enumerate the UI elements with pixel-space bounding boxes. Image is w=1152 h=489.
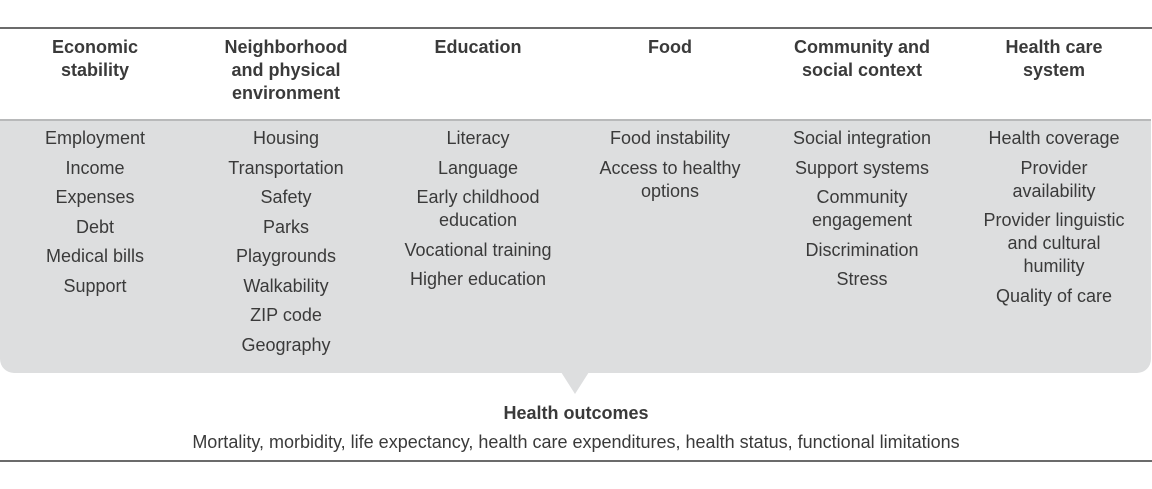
header-label: Community and social context <box>793 37 930 80</box>
column-headers <box>0 36 1152 105</box>
column-economic-stability <box>0 127 190 363</box>
list-item: Vocational training <box>404 239 552 260</box>
item-list <box>382 127 574 291</box>
list-item: Debt <box>75 216 115 237</box>
list-item: Safety <box>260 187 312 207</box>
list-item: Walkability <box>243 275 329 296</box>
list-item: Support <box>63 275 127 296</box>
item-list <box>0 127 190 298</box>
list-item: Language <box>437 157 519 178</box>
list-item: Health coverage <box>988 128 1120 148</box>
column-community <box>766 127 958 363</box>
header-economic-stability <box>0 36 190 105</box>
panel-pointer <box>561 372 589 394</box>
list-item: Parks <box>262 216 309 237</box>
header-label: Education <box>434 37 522 57</box>
header-health-care <box>958 36 1150 105</box>
list-item: Transportation <box>228 157 344 178</box>
list-item: Geography <box>241 334 331 355</box>
item-list <box>958 127 1150 308</box>
top-rule <box>0 27 1152 29</box>
item-list <box>574 127 766 203</box>
list-item: Higher education <box>409 269 547 289</box>
list-item: ZIP code <box>250 305 322 325</box>
header-neighborhood <box>190 36 382 105</box>
determinant-items <box>0 127 1152 363</box>
list-item: Early childhood education <box>416 187 540 230</box>
list-item: Literacy <box>446 128 510 148</box>
list-item: Stress <box>836 269 888 289</box>
bottom-rule <box>0 460 1152 462</box>
list-item: Community engagement <box>811 187 913 230</box>
header-food <box>574 36 766 105</box>
list-item: Food instability <box>609 128 731 148</box>
list-item: Quality of care <box>995 285 1113 306</box>
list-item: Employment <box>44 128 146 148</box>
column-food <box>574 127 766 363</box>
list-item: Discrimination <box>805 239 919 260</box>
column-neighborhood <box>190 127 382 363</box>
outcomes-title: Health outcomes <box>503 403 649 423</box>
header-label: Neighborhood and physical environment <box>224 37 348 103</box>
list-item: Provider availability <box>1012 157 1096 201</box>
list-item: Income <box>65 157 125 178</box>
item-list <box>766 127 958 291</box>
header-label: Food <box>648 37 692 57</box>
list-item: Housing <box>252 128 320 148</box>
column-health-care <box>958 127 1150 363</box>
item-list <box>190 127 382 357</box>
list-item: Provider linguistic and cultural humility <box>983 210 1125 276</box>
list-item: Social integration <box>792 128 932 148</box>
list-item: Support systems <box>794 157 930 178</box>
list-item: Medical bills <box>45 246 145 266</box>
list-item: Access to healthy options <box>599 157 741 201</box>
header-community <box>766 36 958 105</box>
column-education <box>382 127 574 363</box>
outcomes-text: Mortality, morbidity, life expectancy, health care expenditures, health status, functional limitations <box>192 432 960 452</box>
header-label: Economic stability <box>51 37 139 80</box>
header-label: Health care system <box>1005 37 1103 80</box>
list-item: Playgrounds <box>235 246 337 266</box>
list-item: Expenses <box>55 187 135 207</box>
header-education <box>382 36 574 105</box>
